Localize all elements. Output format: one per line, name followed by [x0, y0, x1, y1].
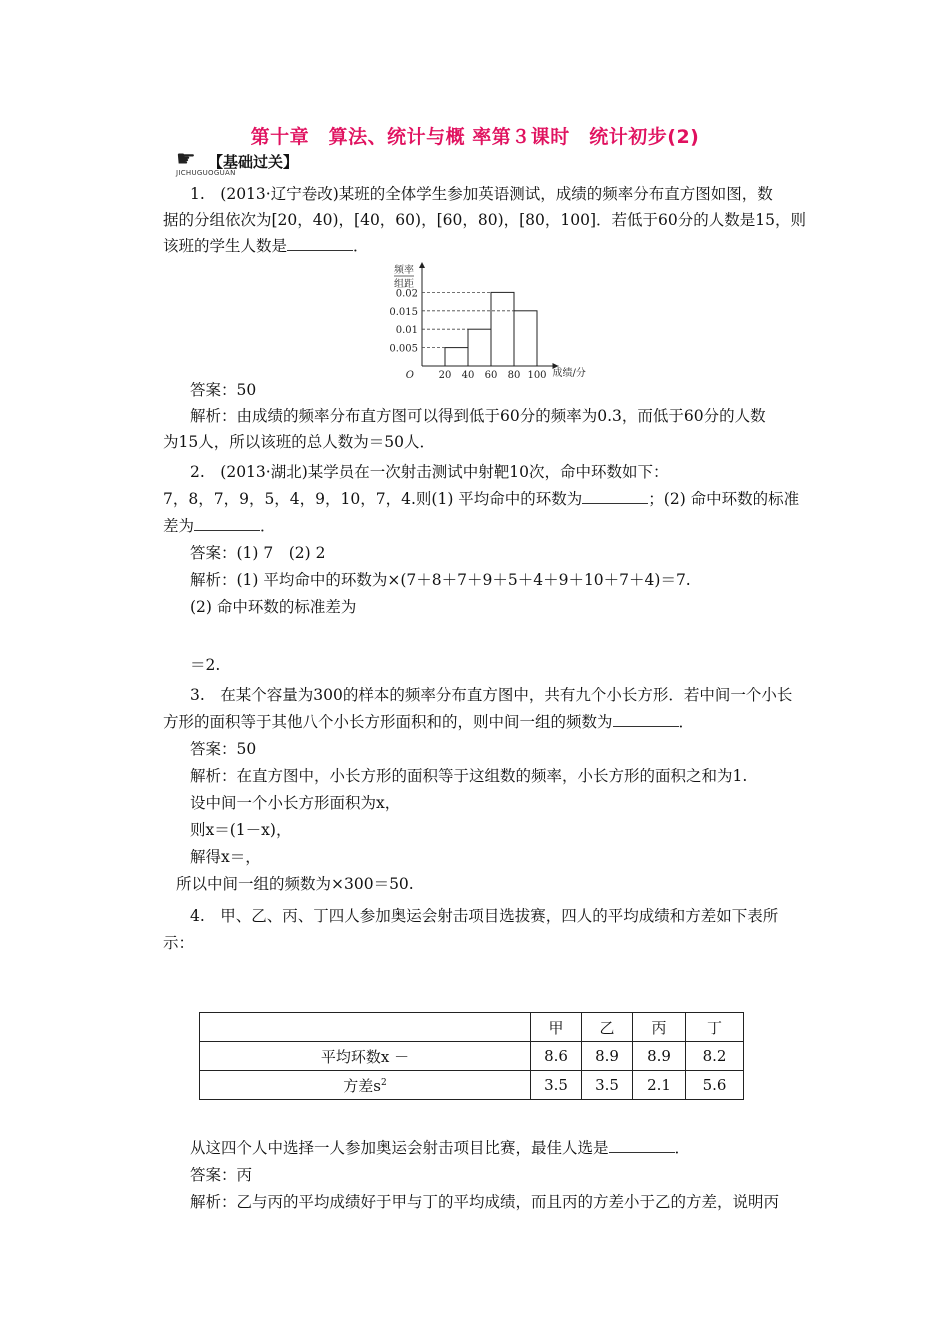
superscript: 2 — [380, 1077, 387, 1088]
y-axis-arrow — [419, 262, 425, 268]
table-header-cell: 甲 — [531, 1013, 582, 1042]
y-axis-label-top: 频率 — [394, 265, 414, 276]
table-row-label — [200, 1071, 531, 1100]
p2-answer: 答案：(1) 7 (2) 2 — [190, 544, 326, 562]
table-cell: 3.5 — [582, 1071, 633, 1100]
p3-line1: 3. 在某个容量为300的样本的频率分布直方图中，共有九个小长方形．若中间一个小长 — [190, 686, 793, 704]
p1-analysis-2: 为15人，所以该班的总人数为＝50人． — [163, 433, 435, 451]
origin-label: O — [405, 370, 414, 381]
y-tick-label: 0.005 — [389, 343, 418, 355]
histogram-bar — [468, 329, 491, 366]
y-tick-label: 0.015 — [389, 306, 418, 318]
p3-answer: 答案：50 — [190, 740, 257, 758]
y-tick-label: 0.02 — [395, 288, 418, 300]
table-row-label: 平均环数x － — [200, 1042, 531, 1071]
page-title: 第十章 算法、统计与概 率第３课时 统计初步(2) — [250, 126, 700, 148]
table-cell: 8.9 — [582, 1042, 633, 1071]
p2-line2-text: 7，8，7，9，5，4，9，10，7，4.则(1) 平均命中的环数为 — [163, 490, 583, 508]
p3-analysis-2: 设中间一个小长方形面积为x， — [190, 794, 401, 812]
p2-analysis-1: 解析：(1) 平均命中的环数为×(7＋8＋7＋9＋5＋4＋9＋10＋7＋4)＝7. — [190, 571, 691, 589]
p1-line1: 1. (2013·辽宁卷改)某班的全体学生参加英语测试，成绩的频率分布直方图如图，数 — [190, 185, 773, 203]
p4-after-text: 从这四个人中选择一人参加奥运会射击项目比赛，最佳人选是 — [190, 1139, 609, 1157]
x-tick-label: 60 — [484, 370, 498, 381]
p3-line2: 方形的面积等于其他八个小长方形面积和的，则中间一组的频数为 ． — [163, 713, 695, 731]
p3-analysis-3: 则x＝(1－x)， — [190, 821, 292, 839]
answer-blank[interactable] — [582, 489, 648, 504]
y-axis-label-bottom: 组距 — [394, 279, 414, 290]
x-axis-label: 成绩/分 — [552, 368, 586, 379]
score-table — [199, 1012, 744, 1100]
p3-analysis-1: 解析：在直方图中，小长方形的面积等于这组数的频率，小长方形的面积之和为1. — [190, 767, 748, 785]
table-cell: 8.6 — [531, 1042, 582, 1071]
p1-line3: 该班的学生人数是 ． — [163, 237, 369, 255]
p4-answer: 答案：丙 — [190, 1166, 253, 1184]
p2-analysis-2: (2) 命中环数的标准差为 — [190, 598, 357, 616]
p3-line2-text: 方形的面积等于其他八个小长方形面积和的，则中间一组的频数为 — [163, 713, 613, 731]
table-header-cell — [200, 1013, 531, 1042]
table-row — [200, 1071, 744, 1100]
table-cell: 8.2 — [686, 1042, 744, 1071]
p1-line2: 据的分组依次为[20，40)，[40，60)，[60，80)，[80，100]．若低于60分的人数是15，则 — [163, 211, 806, 229]
table-cell: 2.1 — [633, 1071, 686, 1100]
y-tick-label: 0.01 — [395, 325, 418, 337]
histogram-bar — [445, 348, 468, 366]
table-header-cell: 丙 — [633, 1013, 686, 1042]
histogram-bar — [491, 292, 514, 366]
answer-blank[interactable] — [194, 516, 260, 531]
table-header-cell: 丁 — [686, 1013, 744, 1042]
table-cell: 8.9 — [633, 1042, 686, 1071]
p4-after: 从这四个人中选择一人参加奥运会射击项目比赛，最佳人选是 ． — [190, 1139, 691, 1157]
pointing-hand-icon: ☛ — [176, 147, 196, 172]
p3-analysis-4: 解得x＝， — [190, 848, 261, 866]
p1-line3-text: 该班的学生人数是 — [163, 237, 288, 255]
p2-line2 — [163, 489, 799, 509]
p2-line3: 差为 ． — [163, 517, 276, 535]
frequency-histogram — [360, 258, 610, 388]
x-tick-label: 80 — [507, 370, 521, 381]
x-tick-label: 100 — [527, 370, 547, 381]
p4-line2: 示： — [163, 934, 195, 952]
x-tick-label: 20 — [438, 370, 452, 381]
p2-analysis-3: ＝2. — [190, 656, 221, 674]
p3-analysis-5: 所以中间一组的频数为×300＝50. — [176, 875, 414, 893]
histogram-bar — [514, 311, 537, 366]
p4-analysis-1: 解析：乙与丙的平均成绩好于甲与丁的平均成绩，而且丙的方差小于乙的方差，说明丙 — [190, 1193, 780, 1211]
p2-line1: 2. (2013·湖北)某学员在一次射击测试中射靶10次，命中环数如下： — [190, 463, 669, 481]
table-header-row — [200, 1013, 744, 1042]
table-row — [200, 1042, 744, 1071]
p1-answer: 答案：50 — [190, 381, 257, 399]
variance-label: 方差s — [343, 1076, 381, 1095]
p2-line3-text: 差为 — [163, 517, 195, 535]
section-badge — [170, 145, 330, 181]
p1-analysis-1: 解析：由成绩的频率分布直方图可以得到低于60分的频率为0.3，而低于60分的人数 — [190, 407, 766, 425]
table-header-cell: 乙 — [582, 1013, 633, 1042]
x-tick-label: 40 — [461, 370, 475, 381]
badge-label: 【基础过关】 — [208, 153, 299, 171]
p4-line1: 4. 甲、乙、丙、丁四人参加奥运会射击项目选拔赛，四人的平均成绩和方差如下表所 — [190, 907, 779, 925]
badge-pinyin: JICHUGUOGUAN — [176, 169, 236, 177]
table-cell: 3.5 — [531, 1071, 582, 1100]
answer-blank[interactable] — [287, 236, 353, 251]
answer-blank[interactable] — [613, 712, 679, 727]
table-cell: 5.6 — [686, 1071, 744, 1100]
p2-line2-text-b: ；(2) 命中环数的标准 — [648, 490, 800, 508]
answer-blank[interactable] — [609, 1138, 675, 1153]
